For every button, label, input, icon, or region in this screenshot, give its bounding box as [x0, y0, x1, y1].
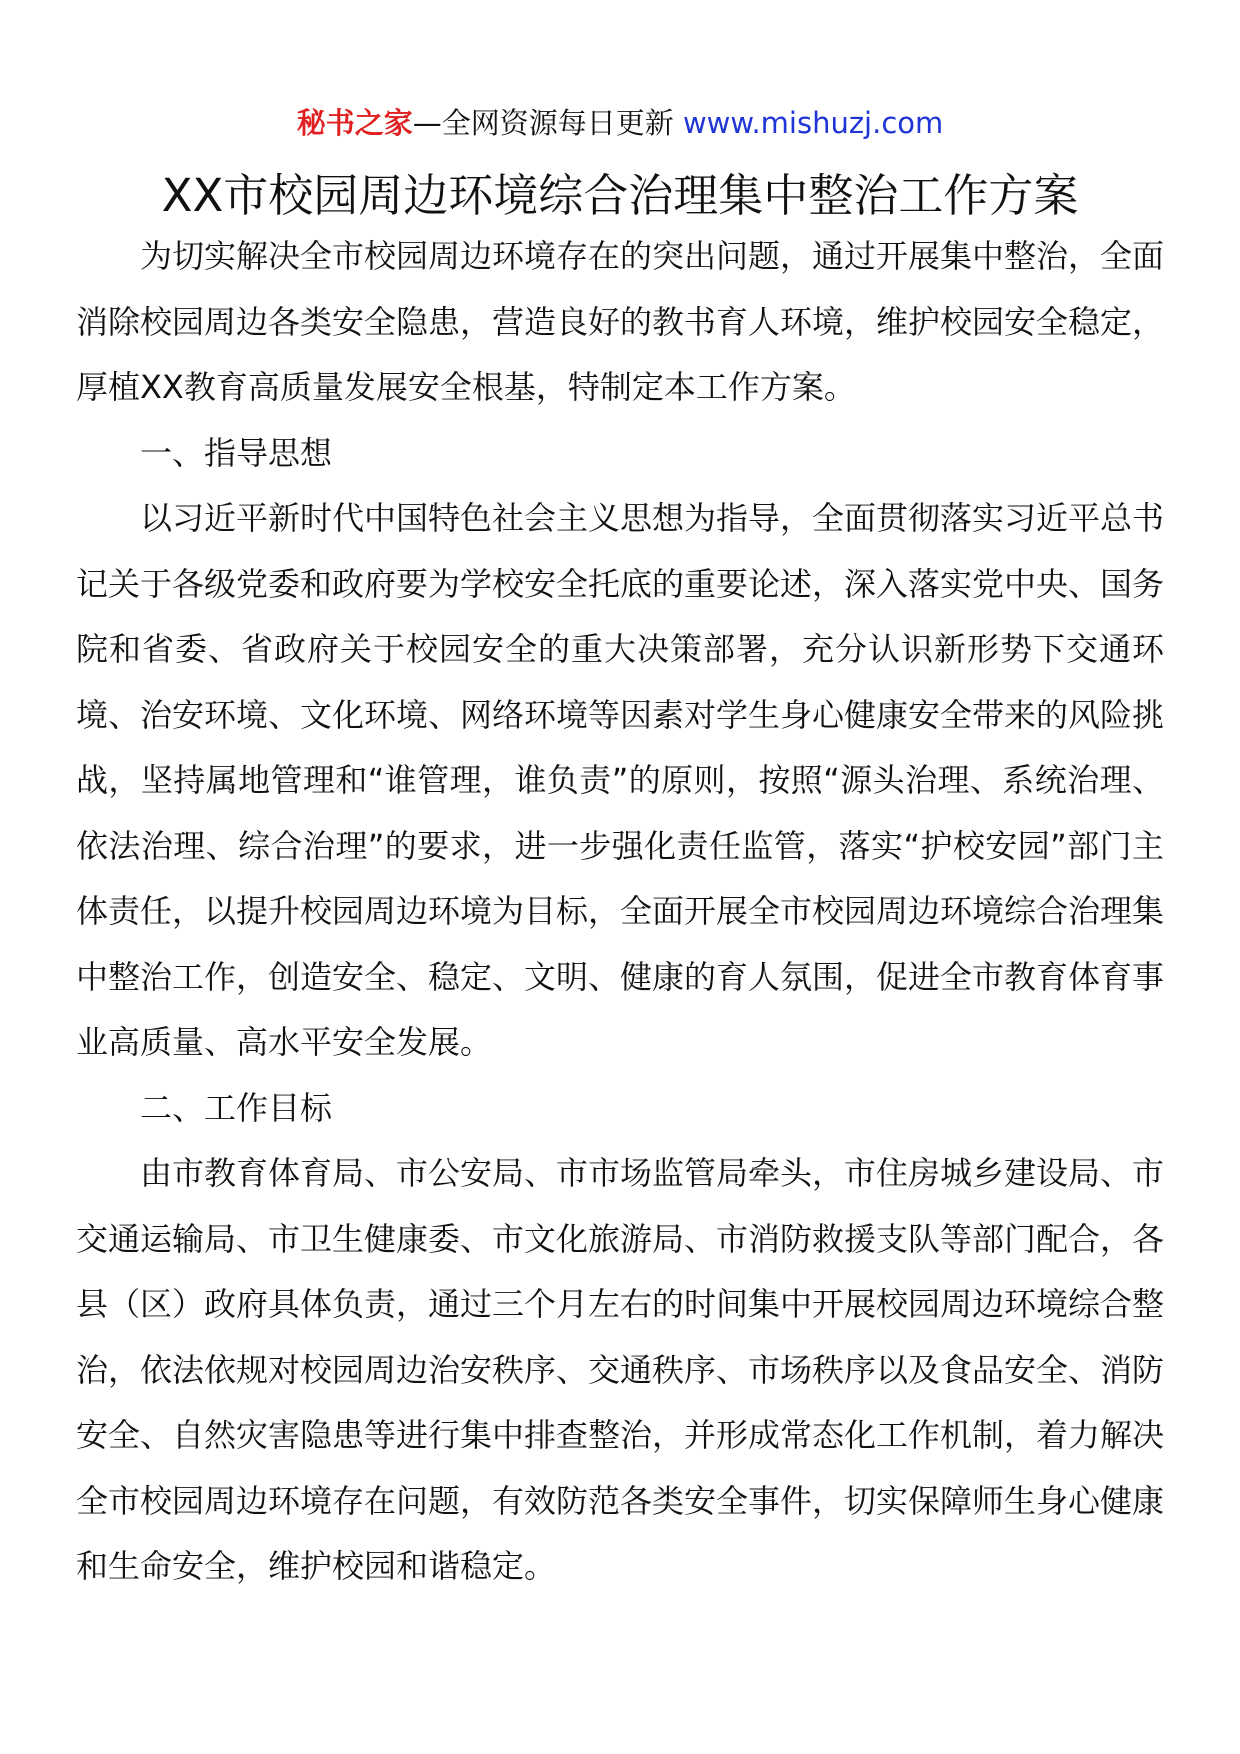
section-heading-work-goals: 二、工作目标 [140, 1088, 333, 1127]
document-body [76, 224, 1164, 1600]
header-tagline: —全网资源每日更新 [412, 106, 674, 140]
source-header [0, 100, 1240, 146]
section-heading-guiding-ideology: 一、指导思想 [140, 433, 333, 472]
brand-name: 秘书之家 [296, 106, 413, 140]
section-body-work-goals: 由市教育体育局、市公安局、市市场监管局牵头，市住房城乡建设局、市交通运输局、市卫生健康委、市文化旅游局、市消防救援支队等部门配合，各县（区）政府具体负责，通过三个月左右的时间集中开展校园周边环境综合整治，依法依规对校园周边治安秩序、交通秩序、市场秩序以及食品安全、消防安全、自然灾害隐患等进行集中排查整治，并形成常态化工作机制，着力解决全市校园周边环境存在问题，有效防范各类安全事件，切实保障师生身心健康和生命安全，维护校园和谐稳定。 [76, 1154, 1165, 1585]
intro-paragraph: 为切实解决全市校园周边环境存在的突出问题，通过开展集中整治，全面消除校园周边各类安全隐患，营造良好的教书育人环境，维护校园安全稳定，厚植XX教育高质量发展安全根基，特制定本工作方案。 [76, 237, 1165, 406]
section-body-guiding-ideology: 以习近平新时代中国特色社会主义思想为指导，全面贯彻落实习近平总书记关于各级党委和政府要为学校安全托底的重要论述，深入落实党中央、国务院和省委、省政府关于校园安全的重大决策部署，充分认识新形势下交通环境、治安环境、文化环境、网络环境等因素对学生身心健康安全带来的风险挑战，坚持属地管理和“谁管理，谁负责”的原则，按照“源头治理、系统治理、依法治理、综合治理”的要求，进一步强化责任监管，落实“护校安园”部门主体责任，以提升校园周边环境为目标，全面开展全市校园周边环境综合治理集中整治工作，创造安全、稳定、文明、健康的育人氛围，促进全市教育体育事业高质量、高水平安全发展。 [76, 499, 1165, 1061]
site-url-link[interactable]: www.mishuzj.com [682, 106, 944, 140]
document-title: XX市校园周边环境综合治理集中整治工作方案 [161, 169, 1079, 222]
